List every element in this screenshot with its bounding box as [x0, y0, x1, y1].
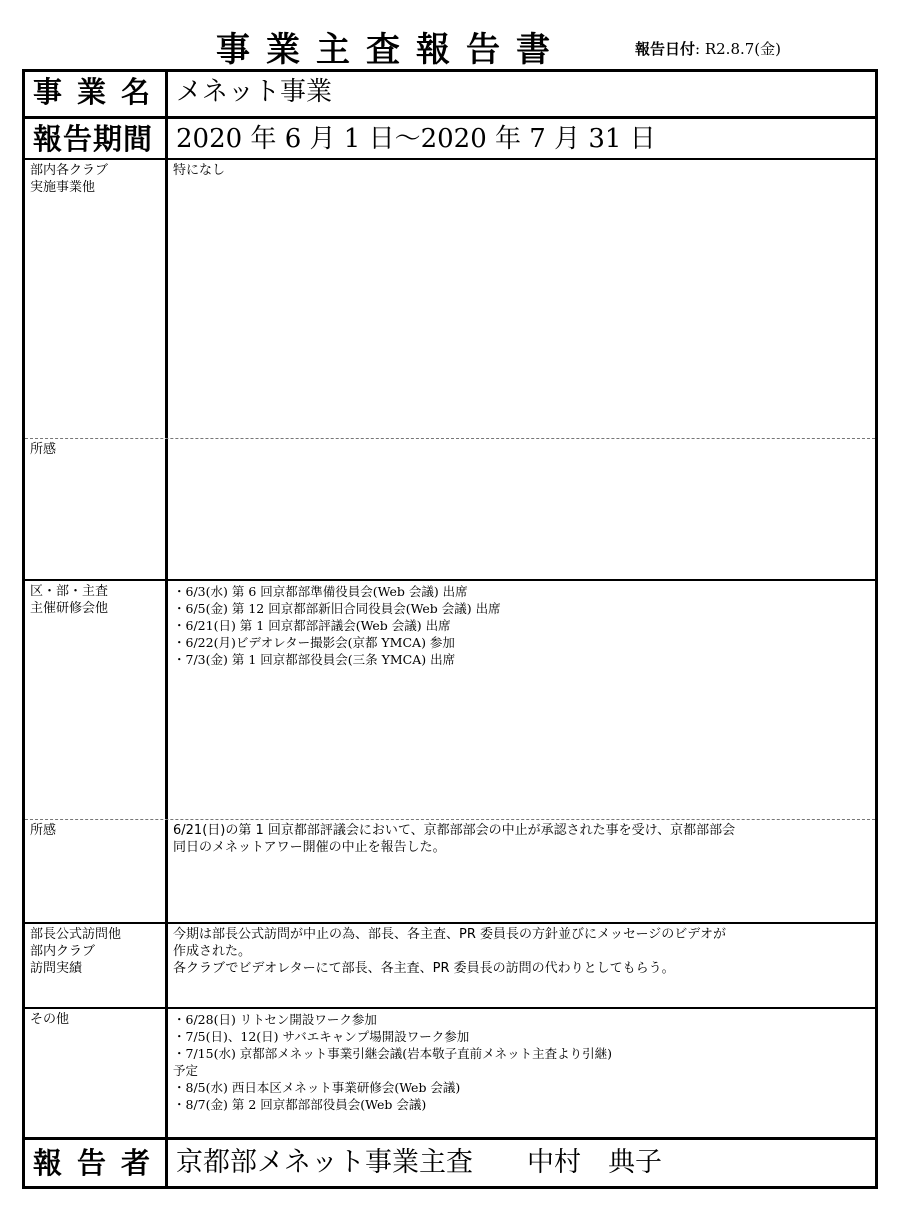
visits-content: 今期は部長公式訪問が中止の為、部長、各主査、PR 委員長の方針並びにメッセージのビデオが 作成された。 各クラブでビデオレターにて部長、各主査、PR 委員長の訪問の代わりとしてもらう。	[173, 927, 726, 976]
other-list	[168, 1009, 875, 1137]
other-item: 予定	[173, 1063, 199, 1078]
district-events-list	[168, 581, 875, 819]
project-row	[25, 72, 875, 116]
report-date-value: : R2.8.7(金)	[695, 40, 782, 58]
district-events-label: 区・部・主査 主催研修会他	[25, 581, 168, 819]
club-impression-label: 所感	[25, 439, 168, 579]
district-event-item: ・6/22(月)ビデオレター撮影会(京都 YMCA) 参加	[173, 635, 455, 650]
district-impression-row	[25, 819, 875, 922]
other-label: その他	[25, 1009, 168, 1137]
report-form	[22, 69, 878, 1189]
report-date	[635, 38, 781, 59]
visits-row	[25, 922, 875, 1007]
district-event-item: ・6/3(水) 第 6 回京都部準備役員会(Web 会議) 出席	[173, 584, 468, 599]
club-events-content: 特になし	[173, 163, 226, 178]
other-item: ・7/5(日)、12(日) サバエキャンプ場開設ワーク参加	[173, 1029, 470, 1044]
district-impression-content: 6/21(日)の第 1 回京都部評議会において、京都部部会の中止が承認された事を受け、京都部部会 同日のメネットアワー開催の中止を報告した。	[173, 823, 736, 855]
project-value: メネット事業	[176, 77, 333, 107]
district-impression-label: 所感	[25, 820, 168, 922]
document-title: 事業主査報告書	[216, 30, 566, 70]
reporter-row	[25, 1137, 875, 1186]
other-item: ・8/5(水) 西日本区メネット事業研修会(Web 会議)	[173, 1080, 461, 1095]
district-event-item: ・6/21(日) 第 1 回京都部評議会(Web 会議) 出席	[173, 618, 451, 633]
other-item: ・6/28(日) リトセン開設ワーク参加	[173, 1012, 377, 1027]
club-impression-row	[25, 438, 875, 579]
period-row	[25, 116, 875, 158]
other-item: ・7/15(水) 京都部メネット事業引継会議(岩本敬子直前メネット主査より引継)	[173, 1046, 613, 1061]
report-date-label: 報告日付	[635, 40, 696, 58]
project-label: 事業名	[25, 72, 168, 116]
district-events-row	[25, 579, 875, 819]
district-event-item: ・7/3(金) 第 1 回京都部役員会(三条 YMCA) 出席	[173, 652, 456, 667]
club-impression-content	[168, 439, 875, 579]
period-value: 2020 年 6 月 1 日～2020 年 7 月 31 日	[176, 124, 656, 154]
reporter-value: 京都部メネット事業主査 中村 典子	[176, 1147, 662, 1178]
club-events-label: 部内各クラブ 実施事業他	[25, 160, 168, 438]
other-row	[25, 1007, 875, 1137]
club-events-row	[25, 158, 875, 438]
district-event-item: ・6/5(金) 第 12 回京都部新旧合同役員会(Web 会議) 出席	[173, 601, 501, 616]
visits-label: 部長公式訪問他 部内クラブ 訪問実績	[25, 924, 168, 1007]
reporter-label: 報告者	[25, 1140, 168, 1186]
period-label: 報告期間	[25, 119, 168, 158]
other-item: ・8/7(金) 第 2 回京都部部役員会(Web 会議)	[173, 1097, 427, 1112]
